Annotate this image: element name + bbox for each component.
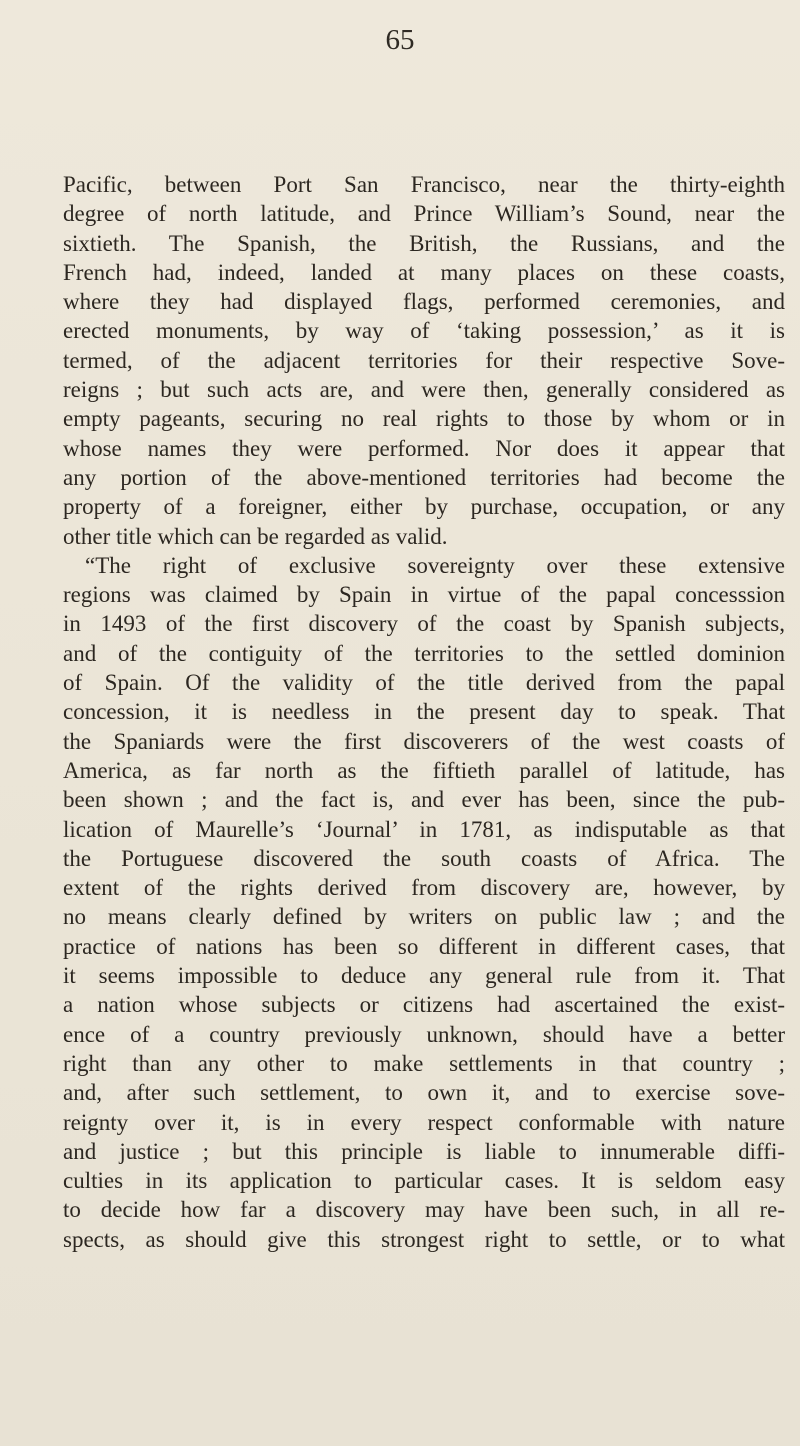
text-line: the Spaniards were the first discoverers of the west coasts of: [63, 728, 785, 754]
text-line: regions was claimed by Spain in virtue of the papal concesssion: [63, 582, 785, 608]
text-line: French had, indeed, landed at many places on these coasts,: [63, 259, 785, 285]
text-line: culties in its application to particular cases. It is seldom easy: [63, 1168, 785, 1194]
text-line: reigns ; but such acts are, and were then, generally considered as: [63, 377, 785, 403]
text-line: practice of nations has been so different in different cases, that: [63, 933, 785, 959]
text-line: other title which can be regarded as valid.: [63, 523, 448, 549]
text-line: extent of the rights derived from discovery are, however, by: [63, 875, 785, 901]
text-line: termed, of the adjacent territories for their respective Sove-: [63, 347, 785, 373]
text-line: and justice ; but this principle is liable to innumerable diffi-: [63, 1138, 785, 1164]
text-line: property of a foreigner, either by purchase, occupation, or any: [63, 494, 785, 520]
text-line: of Spain. Of the validity of the title derived from the papal: [63, 670, 785, 696]
text-line: in 1493 of the first discovery of the coast by Spanish subjects,: [63, 611, 785, 637]
text-line: a nation whose subjects or citizens had ascertained the exist-: [63, 992, 785, 1018]
text-line: right than any other to make settlements in that country ;: [63, 1050, 785, 1076]
text-line: been shown ; and the fact is, and ever has been, since the pub-: [63, 787, 785, 813]
text-line: America, as far north as the fiftieth parallel of latitude, has: [63, 757, 785, 783]
text-line: no means clearly defined by writers on public law ; and the: [63, 904, 785, 930]
text-line: reignty over it, is in every respect conformable with nature: [63, 1109, 785, 1135]
text-line: Pacific, between Port San Francisco, near the thirty-eighth: [63, 172, 785, 197]
text-line: concession, it is needless in the present day to speak. That: [63, 699, 785, 725]
text-line: empty pageants, securing no real rights to those by whom or in: [63, 406, 785, 432]
text-line: to decide how far a discovery may have been such, in all re-: [63, 1197, 785, 1223]
text-line: it seems impossible to deduce any general rule from it. That: [63, 963, 785, 989]
text-line: ence of a country previously unknown, should have a better: [63, 1021, 785, 1047]
text-line: “The right of exclusive sovereignty over these extensive: [85, 552, 785, 578]
text-line: erected monuments, by way of ‘taking possession,’ as it is: [63, 318, 785, 344]
text-line: and of the contiguity of the territories to the settled dominion: [63, 640, 785, 666]
text-line: and, after such settlement, to own it, and to exercise sove-: [63, 1080, 785, 1106]
text-line: where they had displayed flags, performed ceremonies, and: [63, 289, 785, 315]
text-line: spects, as should give this strongest right to settle, or to what: [63, 1226, 785, 1252]
text-line: the Portuguese discovered the south coasts of Africa. The: [63, 845, 785, 871]
body-text: [63, 170, 785, 1254]
page-number: 65: [385, 24, 415, 56]
text-line: sixtieth. The Spanish, the British, the Russians, and the: [63, 230, 785, 256]
text-line: any portion of the above-mentioned territories had become the: [63, 464, 785, 490]
text-line: whose names they were performed. Nor does it appear that: [63, 435, 785, 461]
text-line: degree of north latitude, and Prince William’s Sound, near the: [63, 201, 785, 227]
text-line: lication of Maurelle’s ‘Journal’ in 1781, as indisputable as that: [63, 816, 785, 842]
